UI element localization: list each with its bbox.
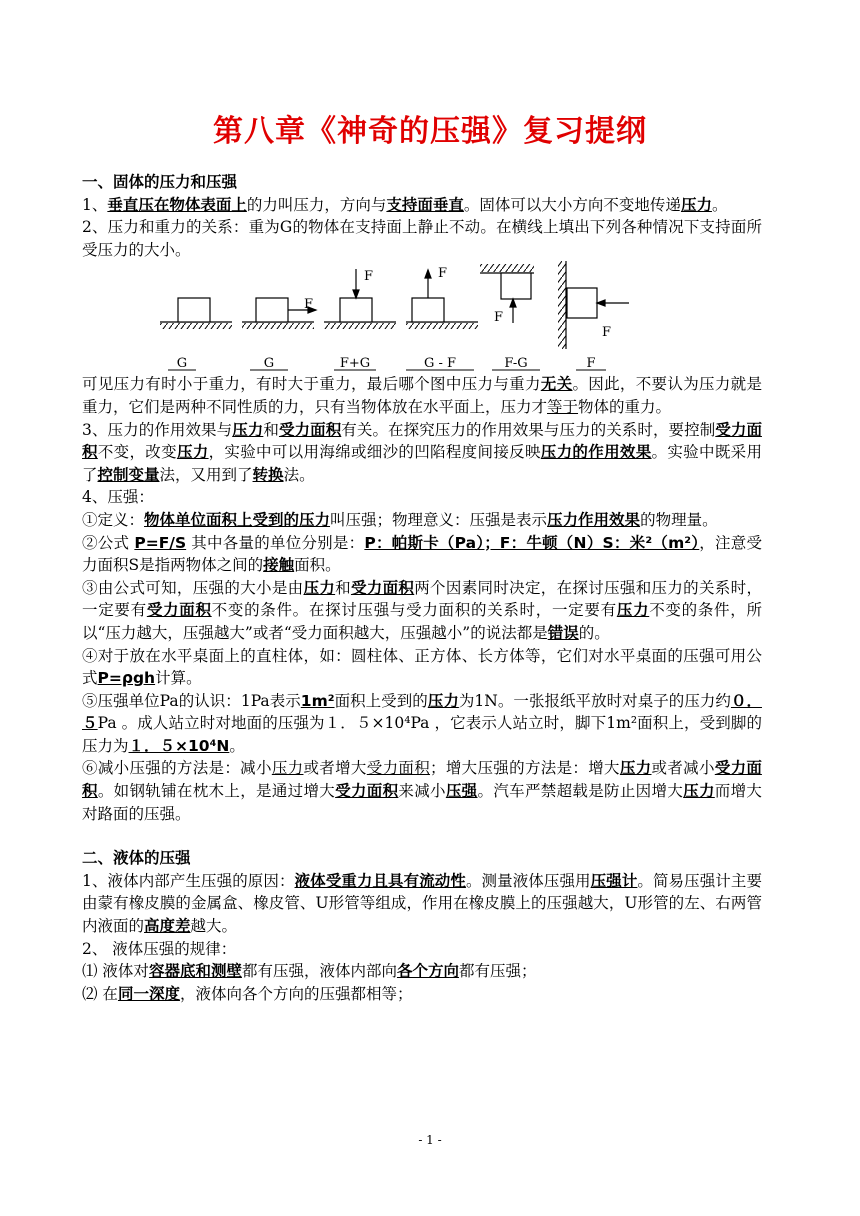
force-label: F [494, 310, 504, 326]
text: 有关。在探究压力的作用效果与压力的关系时，要控制 [341, 420, 716, 439]
text: 的。 [578, 623, 610, 642]
answer: 各个方向 [396, 962, 459, 981]
answer-blank: F [586, 356, 596, 372]
answer: 压力 [680, 195, 712, 214]
text: ⑥减小压强的方法是：减小 [82, 759, 272, 778]
paragraph-4 [82, 419, 762, 487]
answer: 压力 [232, 420, 264, 439]
text: ⑤压强单位Pa的认识：1Pa表示 [82, 691, 301, 710]
text: 的物理量。 [640, 510, 718, 529]
case-5-diagram [480, 264, 534, 326]
text: ，液体向各个方向的压强都相等； [179, 984, 413, 1003]
text: 面积上受到的 [334, 691, 428, 710]
text: 的力叫压力，方向与 [246, 195, 387, 214]
text: 3、压力的作用效果与 [82, 420, 233, 439]
answer: 容器底和测壁 [148, 962, 242, 981]
paragraph-1 [82, 194, 762, 217]
answer: 压力 [616, 601, 650, 620]
paragraph-6 [82, 509, 762, 532]
text: 1、液体内部产生压强的原因： [82, 871, 295, 890]
paragraph-8 [82, 577, 762, 645]
answer-blank: G - F [423, 356, 457, 372]
answer: 同一深度 [117, 984, 180, 1003]
text: 。测量液体压强用 [465, 871, 591, 890]
case-3-diagram [324, 269, 396, 329]
text: ⑴ 液体对 [82, 962, 149, 981]
answer: 高度差 [144, 917, 191, 936]
answer: 压强计 [590, 871, 638, 890]
page-title: 第八章《神奇的压强》复习提纲 [213, 114, 647, 149]
text: 。 [229, 736, 245, 755]
answer: P=F/S [134, 533, 187, 552]
text: 来减小 [398, 782, 446, 801]
paragraph-14 [82, 960, 762, 983]
text: 可见压力有时小于重力，有时大于重力，最后哪个图中压力与重力 [82, 375, 541, 394]
answer: 受力面积 [350, 578, 415, 597]
text: 物体的重力。 [578, 397, 672, 416]
text: 不变的条件，所以“压力越大，压强越大”或者“受力面积越大，压强越小”的说法都是 [82, 601, 762, 642]
text: 。 [711, 195, 728, 214]
answer: 等于 [547, 397, 579, 416]
force-label: F [304, 297, 314, 313]
text: ，注意受力面积S是指两物体之间的 [82, 533, 762, 575]
paragraph-3 [82, 373, 762, 418]
paragraph-5: 4、压强： [82, 488, 154, 507]
answer: 压力作用效果 [547, 510, 641, 529]
answer: 压力 [427, 691, 459, 710]
text: ③由公式可知，压强的大小是由 [82, 578, 304, 597]
paragraph-13: 2、 液体压强的规律： [82, 939, 237, 958]
answer: 受力面积 [335, 782, 399, 801]
answer: 液体受重力且具有流动性 [294, 871, 466, 890]
answer-blank: F+G [339, 356, 371, 372]
text: 和 [335, 578, 351, 597]
text: 面积。 [294, 556, 341, 575]
answer: 接触 [263, 556, 295, 575]
text: 或者增大 [303, 759, 367, 778]
paragraph-10 [82, 690, 762, 758]
case-1-diagram [160, 298, 232, 329]
text: 。固体可以大小方向不变地传递 [463, 195, 681, 214]
force-label: F [364, 269, 374, 285]
text: 为1N。一张报纸平放时对桌子的压力约 [458, 691, 731, 710]
page-number: - 1 - [418, 1133, 442, 1147]
text: 。实验中既采用了 [82, 443, 762, 484]
answer: ０．５ [82, 691, 762, 733]
force-label: F [438, 266, 448, 282]
text: 两个因素同时决定，在探讨压强和压力的关系时，一定要有 [82, 578, 762, 620]
paragraph-7 [82, 532, 762, 577]
answer: 无关 [540, 375, 573, 394]
text: 叫压强；物理意义：压强是表示 [330, 510, 548, 529]
text: 都有压强； [458, 962, 537, 981]
answer: 压力的作用效果 [540, 443, 652, 462]
answer: 压力 [619, 759, 652, 778]
section-2-heading: 二、液体的压强 [82, 849, 191, 868]
text: 和 [263, 420, 279, 439]
text: 。因此，不要认为压力就是重力，它们是两种不同性质的力，只有当物体放在水平面上，压力才 [82, 375, 762, 416]
text: ；增大压强的方法是：增大 [430, 759, 620, 778]
answer: 错误 [547, 623, 579, 642]
answer: 垂直压在物体表面上 [107, 195, 247, 214]
text: ①定义： [82, 510, 145, 529]
text: 法，又用到了 [159, 465, 253, 484]
answer: 压力 [176, 443, 209, 462]
answer: 压力 [271, 759, 304, 778]
text: 或者减小 [651, 759, 715, 778]
section-1-heading: 一、固体的压力和压强 [82, 173, 238, 191]
text: Pa 。成人站立时对地面的压强为１．５×10⁴Pa ，它表示人站立时，脚下1m²面积上，受到脚的压力为 [82, 714, 762, 755]
paragraph-2: 2、压力和重力的关系：重为G的物体在支持面上静止不动。在横线上填出下列各种情况下支持面所受压力的大小。 [82, 218, 762, 259]
answer: 物体单位面积上受到的压力 [144, 510, 331, 529]
text: ⑵ 在 [82, 984, 118, 1003]
paragraph-15 [82, 983, 762, 1006]
text: 其中各量的单位分别是： [186, 533, 365, 552]
section-gap [82, 825, 762, 847]
force-label: F [602, 325, 612, 341]
text: 。汽车严禁超载是防止因增大 [477, 782, 684, 801]
answer: 受力面积 [146, 601, 212, 620]
answer: 1m² [300, 691, 335, 710]
answer: 转换 [252, 465, 284, 484]
answer: １．５×10⁴N [128, 736, 230, 755]
answer: 支持面垂直 [386, 195, 464, 214]
text: 。如钢轨铺在枕木上，是通过增大 [97, 782, 336, 801]
text: ，实验中可以用海绵或细沙的凹陷程度间接反映 [208, 443, 541, 462]
answer: 控制变量 [97, 465, 160, 484]
text: ④对于放在水平桌面上的直柱体，如：圆柱体、正方体、长方体等，它们对水平桌面的压强可用公式 [82, 646, 762, 688]
text: ②公式 [82, 533, 135, 552]
text: 不变的条件。在探讨压强与受力面积的关系时，一定要有 [211, 601, 617, 620]
text: 法。 [283, 465, 315, 484]
answer: 压力 [683, 782, 715, 801]
answer-blank: G [176, 356, 188, 372]
text: 越大。 [190, 917, 238, 936]
text: 而增大对路面的压强。 [82, 782, 762, 823]
answer: 受力面积 [82, 759, 762, 801]
answer: 受力面积 [82, 420, 762, 462]
text: 不变，改变 [97, 443, 177, 462]
document-body [82, 171, 762, 1005]
answer: 压力 [303, 578, 336, 597]
text: 。简易压强计主要由蒙有橡皮膜的金属盒、橡皮管、U形管等组成，作用在橡皮膜上的压强越大，U形管的左、右两管内液面的 [82, 871, 762, 936]
answer: 受力面积 [278, 420, 342, 439]
answer: 压强 [445, 782, 478, 801]
text: 计算。 [155, 669, 202, 688]
answer-blank: F-G [504, 356, 528, 372]
pressure-diagram [82, 261, 762, 373]
answer-blank: G [263, 356, 275, 372]
paragraph-11 [82, 757, 762, 825]
text: 都有压强，液体内部向 [241, 962, 397, 981]
answer: 受力面积 [366, 759, 431, 778]
paragraph-12 [82, 870, 762, 938]
pressure-figure [82, 261, 762, 373]
answer: P=ρgh [97, 669, 156, 688]
paragraph-9 [82, 645, 762, 690]
case-6-diagram [558, 261, 629, 349]
text: 1、 [82, 195, 108, 214]
answer: P：帕斯卡（Pa）；F：牛顿（N）S：米²（m²） [364, 533, 700, 552]
